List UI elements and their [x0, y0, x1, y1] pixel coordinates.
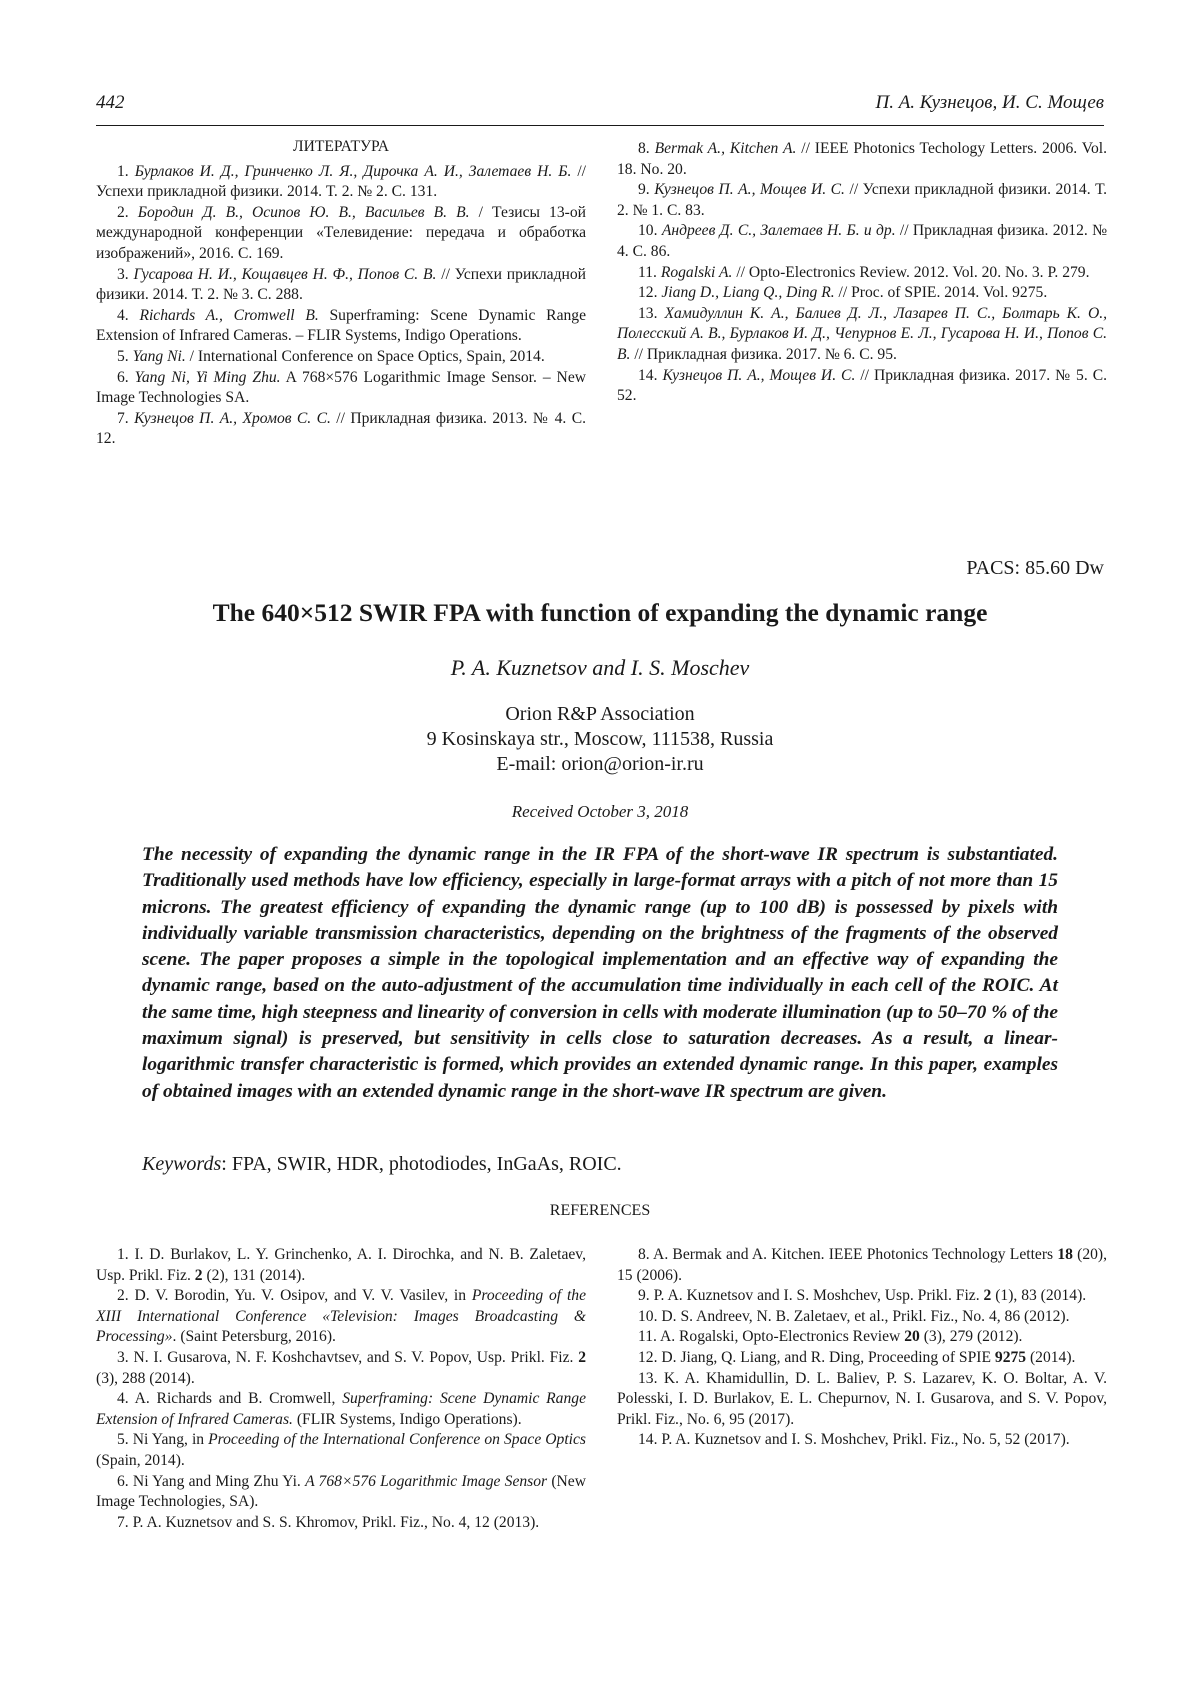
lit-ref-4: 4. Richards A., Cromwell B. Superframing: Scene Dynamic Range Extension of Infrared Cameras. – FLIR Systems, Indigo Operations. [96, 306, 586, 347]
lit-ref-7: 7. Кузнецов П. А., Хромов С. С. // Прикладная физика. 2013. № 4. С. 12. [96, 409, 586, 450]
reference-6: 6. Ni Yang and Ming Zhu Yi. A 768×576 Logarithmic Image Sensor (New Image Technologies, SA). [96, 1472, 586, 1513]
references-heading: REFERENCES [96, 1202, 1104, 1220]
lit-ref-3: 3. Гусарова Н. И., Кощавцев Н. Ф., Попов С. В. // Успехи прикладной физики. 2014. Т. 2. № 3. С. 288. [96, 265, 586, 306]
affiliation [96, 702, 1104, 777]
affiliation-address: 9 Kosinskaya str., Moscow, 111538, Russia [96, 727, 1104, 752]
article-authors: P. A. Kuznetsov and I. S. Moschev [96, 655, 1104, 681]
header-rule [96, 125, 1104, 126]
abstract: The necessity of expanding the dynamic range in the IR FPA of the short-wave IR spectrum is substantiated. Traditionally used methods have low efficiency, especially in large-format arrays with a pitch of not more than 15 microns. The greatest efficiency of expanding the dynamic range (up to 100 dB) is possessed by pixels with individually variable transmission characteristics, depending on the brightness of the fragments of the observed scene. The paper proposes a simple in the topological implementation and an effective way of expanding the dynamic range, based on the auto-adjustment of the accumulation time individually in each cell of the ROIC. At the same time, high steepness and linearity of conversion in cells with moderate illumination (up to 50–70 % of the maximum signal) is preserved, but sensitivity in cells close to saturation decreases. As a result, a linear-logarithmic transfer characteristic is formed, which provides an extended dynamic range. In this paper, examples of obtained images with an extended dynamic range in the short-wave IR spectrum are given. [142, 842, 1058, 1105]
references-column-left [96, 1245, 586, 1533]
references-column-right [617, 1245, 1107, 1451]
reference-1: 1. I. D. Burlakov, L. Y. Grinchenko, A. I. Dirochka, and N. B. Zaletaev, Usp. Prikl. Fiz. 2 (2), 131 (2014). [96, 1245, 586, 1286]
reference-9: 9. P. A. Kuznetsov and I. S. Moshchev, Usp. Prikl. Fiz. 2 (1), 83 (2014). [617, 1286, 1107, 1307]
reference-2: 2. D. V. Borodin, Yu. V. Osipov, and V. V. Vasilev, in Proceeding of the XIII International Conference «Television: Images Broadcasting & Processing». (Saint Petersburg, 2016). [96, 1286, 586, 1348]
lit-ref-12: 12. Jiang D., Liang Q., Ding R. // Proc. of SPIE. 2014. Vol. 9275. [617, 283, 1107, 304]
reference-7: 7. P. A. Kuznetsov and S. S. Khromov, Prikl. Fiz., No. 4, 12 (2013). [96, 1513, 586, 1534]
affiliation-org: Orion R&P Association [96, 702, 1104, 727]
reference-5: 5. Ni Yang, in Proceeding of the International Conference on Space Optics (Spain, 2014). [96, 1430, 586, 1471]
lit-ref-11: 11. Rogalski A. // Opto-Electronics Review. 2012. Vol. 20. No. 3. P. 279. [617, 263, 1107, 284]
lit-column-left [96, 137, 586, 450]
running-head-authors: П. А. Кузнецов, И. С. Мощев [875, 92, 1104, 114]
article-title: The 640×512 SWIR FPA with function of expanding the dynamic range [96, 598, 1104, 628]
keywords: Keywords: FPA, SWIR, HDR, photodiodes, InGaAs, ROIC. [142, 1153, 622, 1176]
reference-10: 10. D. S. Andreev, N. B. Zaletaev, et al., Prikl. Fiz., No. 4, 86 (2012). [617, 1307, 1107, 1328]
lit-ref-14: 14. Кузнецов П. А., Мощев И. С. // Прикладная физика. 2017. № 5. С. 52. [617, 366, 1107, 407]
lit-ref-8: 8. Bermak A., Kitchen A. // IEEE Photonics Techology Letters. 2006. Vol. 18. No. 20. [617, 139, 1107, 180]
keywords-label: Keywords [142, 1153, 221, 1175]
page-number: 442 [96, 92, 125, 114]
reference-12: 12. D. Jiang, Q. Liang, and R. Ding, Proceeding of SPIE 9275 (2014). [617, 1348, 1107, 1369]
pacs-code: PACS: 85.60 Dw [966, 557, 1104, 580]
running-head [96, 92, 1104, 122]
lit-ref-2: 2. Бородин Д. В., Осипов Ю. В., Васильев В. В. / Тезисы 13-ой международной конференции «Телевидение: передача и обработка изображений», 2016. С. 169. [96, 203, 586, 265]
lit-ref-1: 1. Бурлаков И. Д., Гринченко Л. Я., Дирочка А. И., Залетаев Н. Б. // Успехи прикладной физики. 2014. Т. 2. № 2. С. 131. [96, 162, 586, 203]
lit-ref-9: 9. Кузнецов П. А., Мощев И. С. // Успехи прикладной физики. 2014. Т. 2. № 1. С. 83. [617, 180, 1107, 221]
lit-heading: ЛИТЕРАТУРА [96, 137, 586, 158]
reference-3: 3. N. I. Gusarova, N. F. Koshchavtsev, and S. V. Popov, Usp. Prikl. Fiz. 2 (3), 288 (2014). [96, 1348, 586, 1389]
keywords-text: FPA, SWIR, HDR, photodiodes, InGaAs, ROIC. [232, 1153, 622, 1175]
lit-ref-13: 13. Хамидуллин К. А., Балиев Д. Л., Лазарев П. С., Болтарь К. О., Полесский А. В., Бурлаков И. Д., Чепурнов Е. Л., Гусарова Н. И., Попов С. В. // Прикладная физика. 2017. № 6. С. 95. [617, 304, 1107, 366]
affiliation-email: E-mail: orion@orion-ir.ru [96, 752, 1104, 777]
reference-13: 13. K. A. Khamidullin, D. L. Baliev, P. S. Lazarev, K. O. Boltar, A. V. Polesski, I. D. Burlakov, E. L. Chepurnov, N. I. Gusarova, and S. V. Popov, Prikl. Fiz., No. 6, 95 (2017). [617, 1369, 1107, 1431]
journal-page [0, 0, 1200, 1698]
reference-8: 8. A. Bermak and A. Kitchen. IEEE Photonics Technology Letters 18 (20), 15 (2006). [617, 1245, 1107, 1286]
lit-ref-6: 6. Yang Ni, Yi Ming Zhu. A 768×576 Logarithmic Image Sensor. – New Image Technologies SA. [96, 368, 586, 409]
reference-4: 4. A. Richards and B. Cromwell, Superframing: Scene Dynamic Range Extension of Infrared Cameras. (FLIR Systems, Indigo Operations). [96, 1389, 586, 1430]
lit-ref-10: 10. Андреев Д. С., Залетаев Н. Б. и др. // Прикладная физика. 2012. № 4. С. 86. [617, 221, 1107, 262]
reference-14: 14. P. A. Kuznetsov and I. S. Moshchev, Prikl. Fiz., No. 5, 52 (2017). [617, 1430, 1107, 1451]
lit-ref-5: 5. Yang Ni. / International Conference on Space Optics, Spain, 2014. [96, 347, 586, 368]
lit-column-right [617, 139, 1107, 407]
reference-11: 11. A. Rogalski, Opto-Electronics Review 20 (3), 279 (2012). [617, 1327, 1107, 1348]
received-date: Received October 3, 2018 [96, 802, 1104, 822]
